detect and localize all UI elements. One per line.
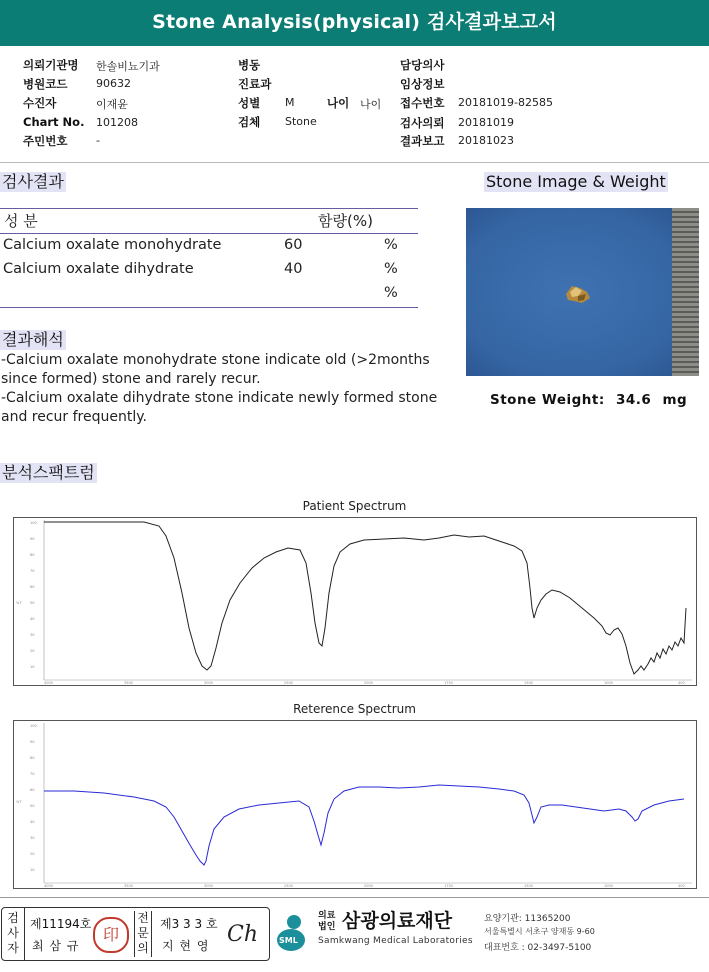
- svg-text:%T: %T: [16, 601, 22, 605]
- hospital-code-value: 90632: [96, 77, 131, 90]
- results-table-top-rule: [0, 208, 418, 209]
- stone-weight: [490, 392, 687, 408]
- company-phone: 대표번호 : 02-3497-5100: [484, 943, 592, 953]
- accession-label: 접수번호: [400, 96, 445, 110]
- stone-weight-label: Stone Weight:: [490, 392, 605, 408]
- results-bottom-rule: [0, 307, 418, 308]
- examiner-no: 제11194호: [30, 917, 92, 931]
- svg-text:1750: 1750: [444, 681, 453, 685]
- reviewer-name: 지 현 영: [162, 939, 210, 953]
- svg-text:40: 40: [30, 617, 35, 621]
- component-unit: %: [384, 285, 398, 301]
- company-logo: [274, 910, 310, 954]
- svg-text:60: 60: [30, 585, 35, 589]
- stone-weight-value: 34.6: [615, 392, 652, 408]
- accession-value: 20181019-82585: [458, 96, 553, 109]
- age-value: 나이: [360, 98, 382, 111]
- reviewer-label: 전문의: [134, 911, 152, 957]
- patient-spectrum-title: Patient Spectrum: [302, 499, 407, 513]
- results-header-rule: [0, 233, 418, 234]
- ward-label: 병동: [238, 58, 261, 72]
- amount-header: 함량(%): [318, 212, 373, 230]
- svg-text:10: 10: [30, 665, 35, 669]
- component-header: 성 분: [4, 212, 38, 230]
- clinical-label: 임상정보: [400, 77, 445, 91]
- svg-text:60: 60: [30, 788, 35, 792]
- corp-label: [318, 911, 335, 933]
- svg-text:2500: 2500: [284, 681, 293, 685]
- examiner-label: 검사자: [7, 911, 19, 955]
- sex-value: M: [285, 96, 295, 109]
- svg-text:100: 100: [30, 521, 37, 525]
- id-value: -: [96, 134, 100, 147]
- svg-text:2000: 2000: [364, 681, 373, 685]
- svg-text:400: 400: [678, 681, 685, 685]
- svg-text:90: 90: [30, 537, 35, 541]
- patient-spectrum-chart: [13, 517, 697, 686]
- svg-text:70: 70: [30, 772, 35, 776]
- reference-spectrum-title: Reterence Spectrum: [293, 702, 416, 716]
- svg-text:4000: 4000: [44, 884, 53, 888]
- component-name: Calcium oxalate monohydrate: [3, 237, 222, 253]
- reviewer-signature: Ch: [227, 922, 259, 947]
- patient-label: 수진자: [23, 96, 57, 110]
- component-unit: %: [384, 261, 398, 277]
- id-label: 주민번호: [23, 134, 68, 148]
- signature-box: [1, 907, 270, 961]
- svg-text:%T: %T: [16, 800, 22, 804]
- svg-text:50: 50: [30, 601, 35, 605]
- interpretation-heading: 결과해석: [2, 330, 64, 349]
- corp-label-top: 의료: [318, 911, 336, 921]
- component-value: 40: [284, 261, 303, 277]
- component-name: Calcium oxalate dihydrate: [3, 261, 194, 277]
- results-heading: 검사결과: [2, 172, 64, 191]
- svg-text:3000: 3000: [204, 681, 213, 685]
- examiner-name: 최 삼 규: [32, 939, 80, 953]
- footer-divider: [0, 897, 709, 898]
- interpretation-line-2: -Calcium oxalate dihydrate stone indicate newly formed stone and recur frequently.: [1, 390, 438, 425]
- examiner-seal: 印: [93, 917, 129, 953]
- svg-text:1500: 1500: [524, 681, 533, 685]
- dept-label: 진료과: [238, 77, 272, 91]
- svg-text:70: 70: [30, 569, 35, 573]
- svg-text:1750: 1750: [444, 884, 453, 888]
- svg-text:1000: 1000: [604, 884, 613, 888]
- specimen-label: 검체: [238, 115, 261, 129]
- report-date-value: 20181023: [458, 134, 514, 147]
- svg-text:20: 20: [30, 649, 35, 653]
- institution-value: 한솔비뇨기과: [96, 60, 160, 73]
- svg-text:30: 30: [30, 836, 35, 840]
- doctor-label: 담당의사: [400, 58, 445, 72]
- svg-text:2000: 2000: [364, 884, 373, 888]
- spectrum-heading: 분석스팩트럼: [2, 463, 95, 482]
- request-label: 검사의뢰: [400, 116, 445, 130]
- stone-weight-unit: mg: [662, 392, 688, 408]
- svg-text:10: 10: [30, 868, 35, 872]
- meta-divider: [0, 162, 709, 163]
- svg-text:100: 100: [30, 724, 37, 728]
- svg-text:40: 40: [30, 820, 35, 824]
- patient-value: 이재윤: [96, 98, 128, 111]
- specimen-value: Stone: [285, 115, 317, 128]
- svg-text:3000: 3000: [204, 884, 213, 888]
- svg-text:80: 80: [30, 553, 35, 557]
- examiner-divider: [24, 908, 25, 960]
- org-code: 요양기관: 11365200: [484, 914, 571, 924]
- svg-text:3500: 3500: [124, 681, 133, 685]
- reviewer-no: 제3 3 3 호: [160, 917, 218, 931]
- svg-text:2500: 2500: [284, 884, 293, 888]
- report-date-label: 결과보고: [400, 134, 445, 148]
- svg-text:400: 400: [678, 884, 685, 888]
- sex-label: 성별: [238, 96, 261, 110]
- company-address: 서울특별시 서초구 양재동 9-60: [484, 927, 595, 936]
- company-name-en: Samkwang Medical Laboratories: [318, 936, 473, 946]
- logo-text: SML: [279, 936, 298, 945]
- component-value: 60: [284, 237, 303, 253]
- svg-text:1500: 1500: [524, 884, 533, 888]
- institution-label: 의뢰기관명: [23, 58, 79, 72]
- stone-photo: [466, 208, 699, 376]
- svg-text:1000: 1000: [604, 681, 613, 685]
- corp-label-bottom: 법인: [318, 922, 336, 932]
- svg-text:20: 20: [30, 852, 35, 856]
- svg-text:30: 30: [30, 633, 35, 637]
- stone-heading: Stone Image & Weight: [486, 172, 666, 191]
- component-unit: %: [384, 237, 398, 253]
- report-title: Stone Analysis(physical) 검사결과보고서: [0, 0, 709, 46]
- svg-text:3500: 3500: [124, 884, 133, 888]
- svg-text:90: 90: [30, 740, 35, 744]
- age-label: 나이: [327, 96, 350, 110]
- chart-no-value: 101208: [96, 116, 138, 129]
- chart-no-label: Chart No.: [23, 115, 85, 129]
- svg-text:50: 50: [30, 804, 35, 808]
- request-value: 20181019: [458, 116, 514, 129]
- reference-spectrum-chart: [13, 720, 697, 889]
- svg-text:4000: 4000: [44, 681, 53, 685]
- interpretation-line-1: -Calcium oxalate monohydrate stone indicate old (>2months since formed) stone and rarely recur.: [1, 352, 430, 387]
- hospital-code-label: 병원코드: [23, 77, 68, 91]
- svg-text:80: 80: [30, 756, 35, 760]
- company-name: 삼광의료재단: [342, 910, 453, 932]
